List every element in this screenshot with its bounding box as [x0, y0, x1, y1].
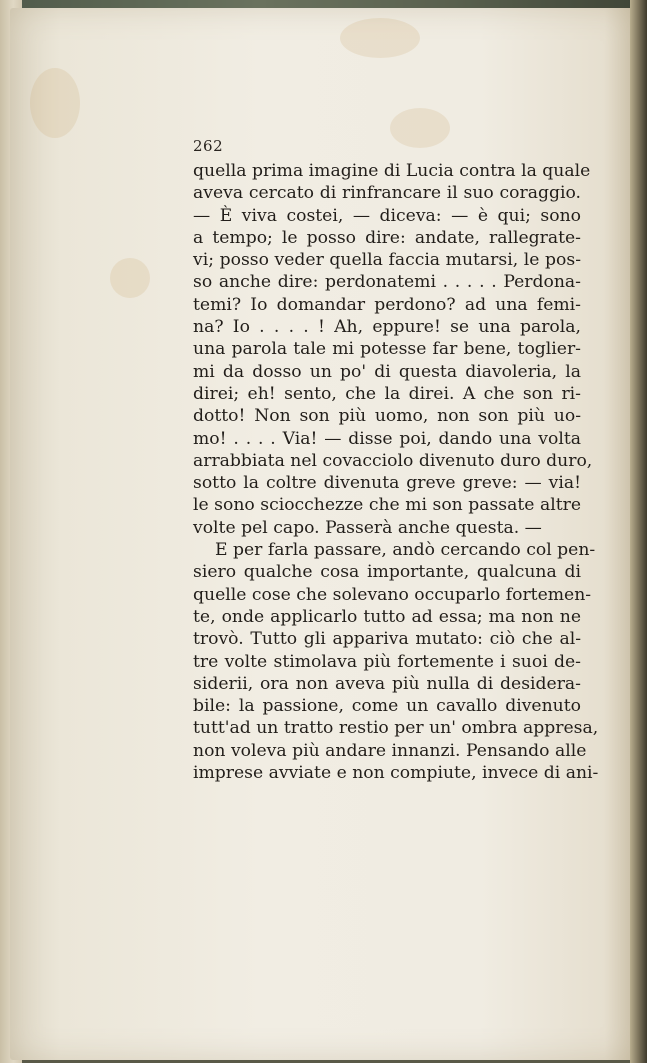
text-line: volte pel capo. Passerà anche questa. —	[193, 517, 542, 538]
page-number: 262	[193, 137, 224, 155]
text-line: — È viva costei, — diceva: — è qui; sono	[193, 205, 581, 226]
page-stain	[390, 108, 450, 148]
text-line: na? Io . . . . ! Ah, eppure! se una parola,	[193, 317, 581, 338]
text-line: temi? Io domandar perdono? ad una femi-	[193, 294, 581, 315]
text-line: mi da dosso un po' di questa diavoleria, la	[193, 361, 581, 382]
page-stain	[340, 18, 420, 58]
text-line: dotto! Non son più uomo, non son più uo-	[193, 406, 581, 427]
text-line: trovò. Tutto gli appariva mutato: ciò che al-	[193, 629, 581, 650]
text-line: E per farla passare, andò cercando col pen-	[215, 540, 596, 561]
text-line: una parola tale mi potesse far bene, toglier-	[193, 339, 581, 360]
text-line: tutt'ad un tratto restio per un' ombra appresa,	[193, 718, 599, 739]
text-line: so anche dire: perdonatemi . . . . . Perdona-	[193, 272, 581, 293]
text-line: bile: la passione, come un cavallo divenuto	[193, 696, 581, 717]
text-line: imprese avviate e non compiute, invece di ani-	[193, 763, 599, 784]
text-line: a tempo; le posso dire: andate, rallegrate-	[193, 227, 581, 248]
text-line: arrabbiata nel covacciolo divenuto duro duro,	[193, 450, 593, 471]
text-line: siderii, ora non aveva più nulla di desidera-	[193, 673, 581, 694]
text-line: quelle cose che solevano occuparlo fortemen-	[193, 584, 592, 605]
text-line: mo! . . . . Via! — disse poi, dando una volta	[193, 428, 581, 449]
page-stain	[110, 258, 150, 298]
text-line: te, onde applicarlo tutto ad essa; ma non ne	[193, 606, 581, 627]
text-line: tre volte stimolava più fortemente i suoi de-	[193, 651, 581, 672]
text-line: direi; eh! sento, che la direi. A che son ri-	[193, 383, 581, 404]
text-line: non voleva più andare innanzi. Pensando alle	[193, 740, 587, 761]
right-page-edge	[630, 0, 647, 1063]
body-text	[193, 160, 599, 784]
text-line: aveva cercato di rinfrancare il suo coraggio.	[193, 183, 581, 204]
text-line: siero qualche cosa importante, qualcuna di	[193, 562, 581, 583]
page-stain	[30, 68, 80, 138]
text-line: sotto la coltre divenuta greve greve: — via!	[193, 473, 581, 494]
text-line: vi; posso veder quella faccia mutarsi, le pos-	[193, 250, 581, 271]
text-line: quella prima imagine di Lucia contra la quale	[193, 161, 591, 181]
text-line: le sono sciocchezze che mi son passate altre	[193, 495, 581, 516]
